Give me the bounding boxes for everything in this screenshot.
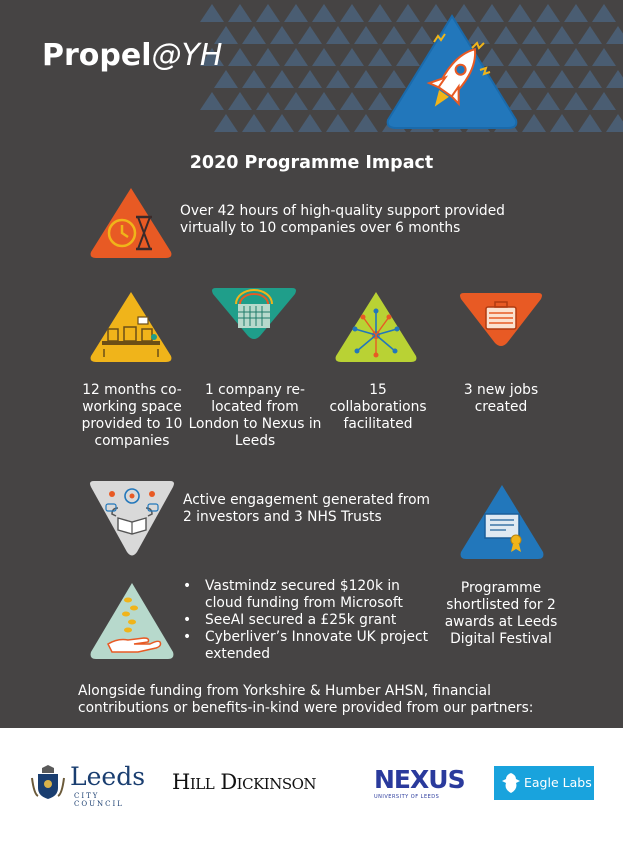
pattern-triangle	[606, 26, 623, 44]
engagement-people-icon	[88, 478, 176, 558]
pattern-triangle	[284, 92, 308, 110]
pattern-triangle	[578, 26, 602, 44]
pattern-triangle	[326, 70, 350, 88]
pattern-triangle	[326, 114, 350, 132]
pattern-triangle	[312, 48, 336, 66]
pattern-triangle	[256, 4, 280, 22]
pattern-triangle	[312, 92, 336, 110]
coworking-desk-icon	[88, 289, 174, 365]
pattern-triangle	[270, 26, 294, 44]
pattern-triangle	[270, 114, 294, 132]
eagle-labs-name: Eagle Labs	[524, 775, 592, 790]
pattern-triangle	[200, 4, 224, 22]
nexus-logo	[374, 766, 474, 806]
pattern-triangle	[592, 48, 616, 66]
pattern-triangle	[522, 26, 546, 44]
pattern-triangle	[312, 4, 336, 22]
eagle-icon	[500, 771, 522, 795]
leeds-city-council-logo	[30, 762, 150, 808]
pattern-triangle	[340, 48, 364, 66]
pattern-triangle	[228, 48, 252, 66]
partners-note: Alongside funding from Yorkshire & Humber AHSN, financial contributions or benefits-in-kind were provided from our partners:	[78, 683, 534, 716]
pattern-triangle	[578, 70, 602, 88]
nexus-logo-sub: UNIVERSITY OF LEEDS	[374, 794, 440, 800]
pattern-triangle	[536, 48, 560, 66]
pattern-triangle	[550, 114, 574, 132]
brand-suffix: @YH	[151, 38, 223, 73]
pattern-triangle	[270, 70, 294, 88]
pattern-triangle	[214, 114, 238, 132]
pattern-triangle	[340, 4, 364, 22]
pattern-triangle	[536, 92, 560, 110]
pattern-triangle	[298, 26, 322, 44]
leeds-logo-sub: CITY COUNCIL	[74, 792, 124, 808]
rocket-icon	[384, 12, 520, 130]
pattern-triangle	[592, 92, 616, 110]
pattern-triangle	[326, 26, 350, 44]
eagle-labs-logo	[494, 766, 594, 800]
certificate-icon	[458, 482, 546, 562]
pattern-triangle	[298, 114, 322, 132]
relocation-stat: 1 company re-located from London to Nexus in Leeds	[188, 382, 322, 449]
funding-item: • Cyberliver’s Innovate UK project extended	[205, 629, 433, 663]
pattern-triangle	[256, 48, 280, 66]
brand-logo	[42, 38, 222, 73]
page-title: 2020 Programme Impact	[189, 153, 434, 173]
pattern-triangle	[354, 70, 378, 88]
funding-item: • Vastmindz secured $120k in cloud funding from Microsoft	[205, 578, 433, 612]
nexus-logo-name: NEXUS	[374, 765, 465, 794]
pattern-triangle	[578, 114, 602, 132]
jobs-stat: 3 new jobs created	[463, 382, 539, 415]
pattern-triangle	[242, 70, 266, 88]
pattern-triangle	[200, 92, 224, 110]
brand-name: Propel	[42, 38, 152, 73]
pattern-triangle	[522, 114, 546, 132]
pattern-triangle	[550, 26, 574, 44]
pattern-triangle	[606, 70, 623, 88]
pattern-triangle	[564, 92, 588, 110]
pattern-triangle	[228, 4, 252, 22]
leeds-logo-name: Leeds	[70, 762, 146, 791]
building-icon	[210, 286, 298, 340]
clock-hourglass-icon	[88, 185, 174, 261]
coat-of-arms-icon	[30, 764, 66, 802]
briefcase-icon	[458, 291, 544, 347]
coworking-stat: 12 months co-working space provided to 10 companies	[81, 382, 183, 449]
collaborations-stat: 15 collaborations facilitated	[329, 382, 427, 432]
awards-stat: Programme shortlisted for 2 awards at Leeds Digital Festival	[444, 580, 558, 647]
pattern-triangle	[242, 114, 266, 132]
pattern-triangle	[592, 4, 616, 22]
pattern-triangle	[354, 26, 378, 44]
pattern-triangle	[340, 92, 364, 110]
pattern-triangle	[228, 92, 252, 110]
pattern-triangle	[522, 70, 546, 88]
pattern-triangle	[550, 70, 574, 88]
partners-footer	[0, 728, 623, 850]
pattern-triangle	[298, 70, 322, 88]
hill-dickinson-logo: Hill Dickinson	[172, 770, 317, 794]
pattern-triangle	[284, 48, 308, 66]
pattern-triangle	[256, 92, 280, 110]
pattern-triangle	[564, 4, 588, 22]
pattern-triangle	[354, 114, 378, 132]
pattern-triangle	[564, 48, 588, 66]
funding-item: • SeeAI secured a £25k grant	[205, 612, 433, 629]
pattern-triangle	[242, 26, 266, 44]
pattern-triangle	[284, 4, 308, 22]
coins-hand-icon	[88, 580, 176, 662]
engagement-stat: Active engagement generated from 2 investors and 3 NHS Trusts	[183, 492, 430, 525]
support-stat: Over 42 hours of high-quality support provided virtually to 10 companies over 6 months	[180, 203, 505, 236]
network-icon	[333, 289, 419, 365]
funding-list	[183, 578, 433, 663]
pattern-triangle	[606, 114, 623, 132]
pattern-triangle	[536, 4, 560, 22]
